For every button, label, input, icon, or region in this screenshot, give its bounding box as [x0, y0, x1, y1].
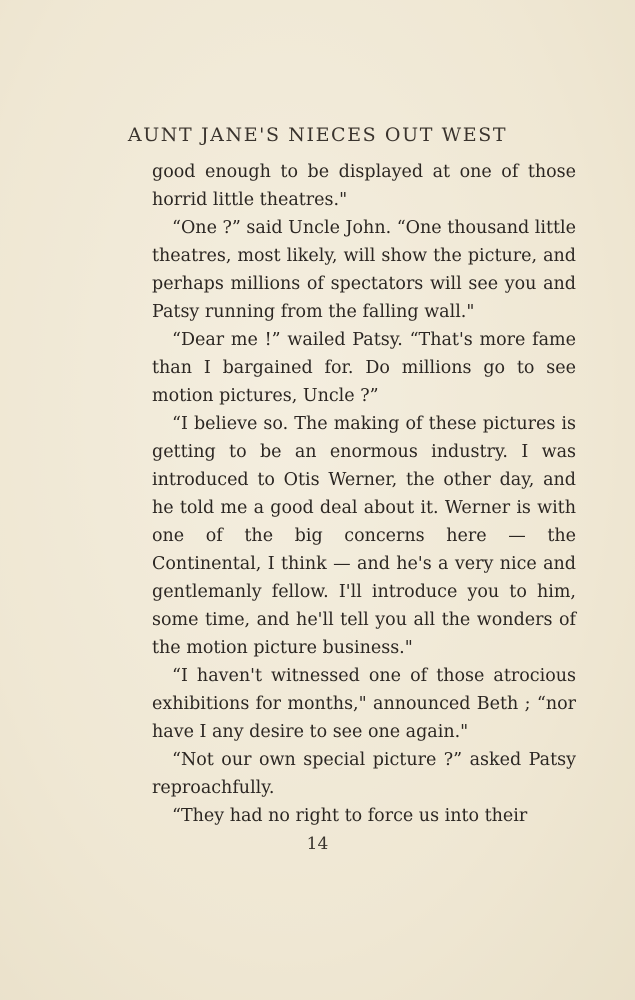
page-number: 14: [306, 834, 329, 854]
paragraph: good enough to be displayed at one of those horrid little theatres.": [152, 162, 576, 210]
paragraph: “Dear me !” wailed Patsy. “That's more fame than I bargained for. Do millions go to see motion pictures, Uncle ?”: [152, 330, 576, 406]
paragraph: “I haven't witnessed one of those atrocious exhibitions for months," announced Beth ; “nor have I any desire to see one again.": [152, 666, 576, 742]
running-head: AUNT JANE'S NIECES OUT WEST: [127, 124, 508, 146]
body-text: [152, 158, 576, 830]
paragraph: “I believe so. The making of these pictures is getting to be an enormous industry. I was introduced to Otis Werner, the other day, and he told me a good deal about it. Werner is with one of the big concerns here — the Continental, I think — and he's a very nice and gentlemanly fellow. I'll introduce you to him, some time, and he'll tell you all the wonders of the motion picture business.": [152, 414, 576, 658]
paragraph: “One ?” said Uncle John. “One thousand little theatres, most likely, will show the picture, and perhaps millions of spectators will see you and Patsy running from the falling wall.": [152, 218, 576, 322]
paragraph: “Not our own special picture ?” asked Patsy reproachfully.: [152, 750, 576, 798]
paragraph: “They had no right to force us into their: [172, 806, 528, 826]
